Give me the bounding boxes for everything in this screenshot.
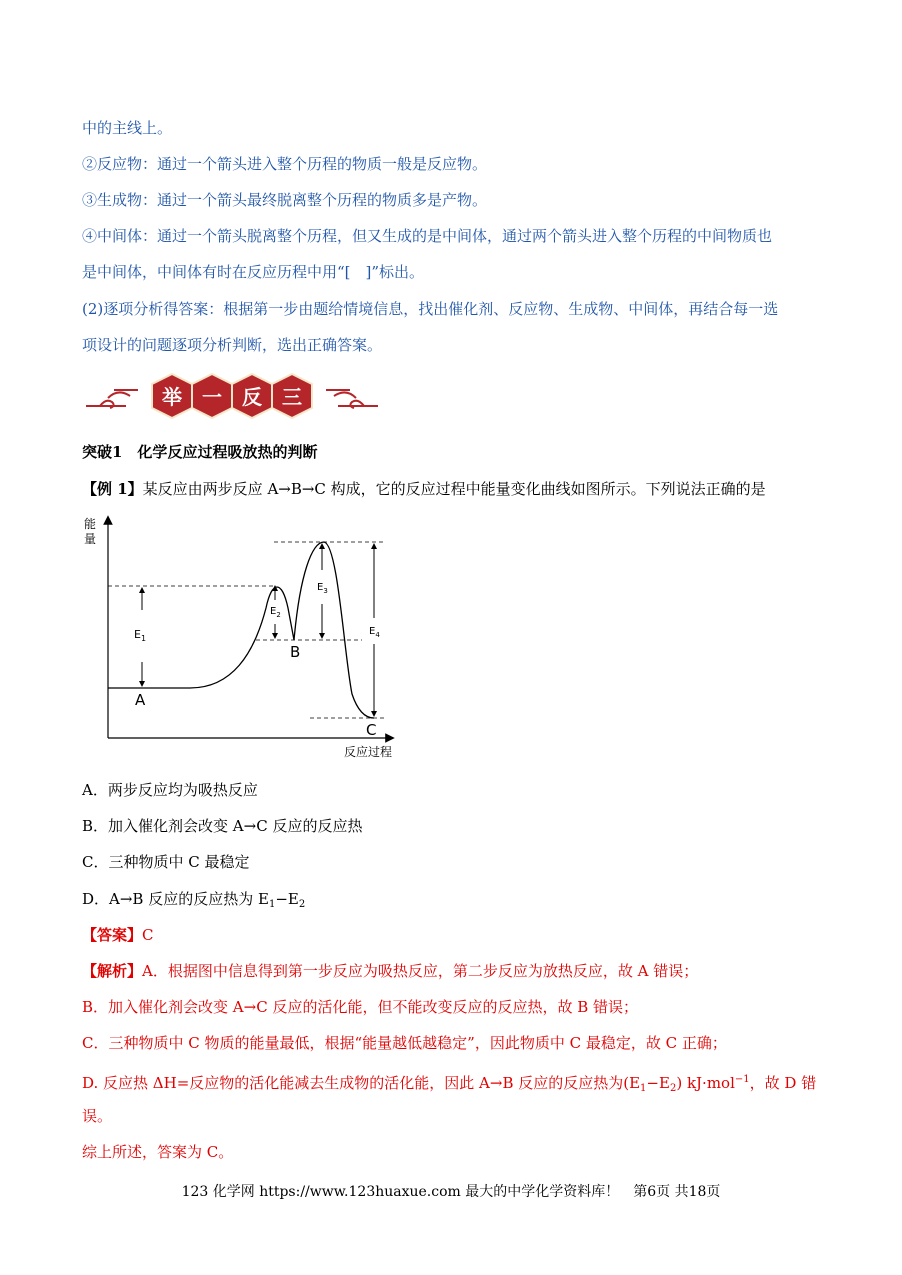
svg-text:三: 三 [282, 385, 302, 409]
point-c-label: C [366, 721, 377, 739]
svg-text:举: 举 [162, 385, 182, 409]
option-d: D．A→B 反应的反应热为 $E_1-E_2$ [82, 890, 306, 910]
x-axis-label: 反应过程 [344, 745, 393, 759]
e4-label: $E_4$ [369, 626, 380, 639]
intro-line-2: ②反应物：通过一个箭头进入整个历程的物质一般是反应物。 [82, 155, 488, 173]
analysis-c: C．三种物质中 C 物质的能量最低，根据“能量越低越稳定”，因此物质中 C 最稳定，故 C 正确； [82, 1034, 727, 1052]
analysis-d: D. 反应热 ΔH=反应物的活化能减去生成物的活化能，因此 A→B 反应的反应热为$(E_1-E_2)$ kJ·mol$^{-1}$，故 D 错 [82, 1074, 817, 1094]
intro-line-1: 中的主线上。 [82, 119, 173, 137]
section-banner [86, 368, 378, 428]
option-c: C．三种物质中 C 最稳定 [82, 853, 250, 871]
banner-char-3 [232, 374, 272, 418]
point-a-label: A [135, 691, 146, 709]
analysis-tag: 【解析】 [82, 962, 143, 980]
e3-label: $E_3$ [317, 582, 328, 595]
e2-label: $E_2$ [270, 606, 281, 619]
analysis-d-cont: 误。 [82, 1107, 113, 1125]
example-tag: 【例 1】 [82, 480, 143, 498]
analysis-a: 【解析】A．根据图中信息得到第一步反应为吸热反应，第二步反应为放热反应，故 A 错误； [82, 962, 699, 980]
y-axis-label-1: 能 [84, 517, 97, 531]
option-a: A．两步反应均为吸热反应 [82, 781, 258, 799]
answer-value: C [142, 926, 154, 944]
intro-line-4: ④中间体：通过一个箭头脱离整个历程，但又生成的是中间体，通过两个箭头进入整个历程的中间物质也 [82, 227, 773, 245]
analysis-summary: 综上所述，答案为 C。 [82, 1143, 234, 1161]
intro-line-6: (2)逐项分析得答案：根据第一步由题给情境信息，找出催化剂、反应物、生成物、中间体，再结合每一选 [82, 300, 779, 318]
answer-tag: 【答案】 [82, 926, 143, 944]
example-stem [82, 479, 766, 499]
svg-text:一: 一 [202, 385, 222, 409]
y-axis-label-2: 量 [84, 532, 97, 546]
option-b: B．加入催化剂会改变 A→C 反应的反应热 [82, 817, 363, 835]
point-b-label: B [290, 643, 301, 661]
banner-char-4 [272, 374, 312, 418]
energy-curve [108, 542, 374, 718]
page-footer: 123 化学网 https://www.123huaxue.com 最大的中学化学资料库！ 第6页 共18页 [181, 1184, 721, 1200]
banner-char-1 [152, 374, 192, 418]
banner-char-2 [192, 374, 232, 418]
svg-text:反: 反 [242, 385, 262, 409]
intro-line-5: 是中间体，中间体有时在反应历程中用“[ ]”标出。 [82, 263, 425, 281]
banner-left-ornament-icon [86, 390, 138, 408]
answer [82, 925, 154, 945]
banner-right-ornament-icon [326, 390, 378, 408]
energy-diagram [82, 514, 402, 764]
e1-label: $E_1$ [134, 628, 147, 643]
analysis-b: B．加入催化剂会改变 A→C 反应的活化能，但不能改变反应的反应热，故 B 错误； [82, 998, 638, 1016]
section-heading: 突破1 化学反应过程吸放热的判断 [82, 443, 318, 461]
intro-line-7: 项设计的问题逐项分析判断，选出正确答案。 [82, 336, 383, 354]
intro-line-3: ③生成物：通过一个箭头最终脱离整个历程的物质多是产物。 [82, 191, 488, 209]
example-stem-text: 某反应由两步反应 A→B→C 构成，它的反应过程中能量变化曲线如图所示。下列说法正确的是 [142, 480, 766, 498]
